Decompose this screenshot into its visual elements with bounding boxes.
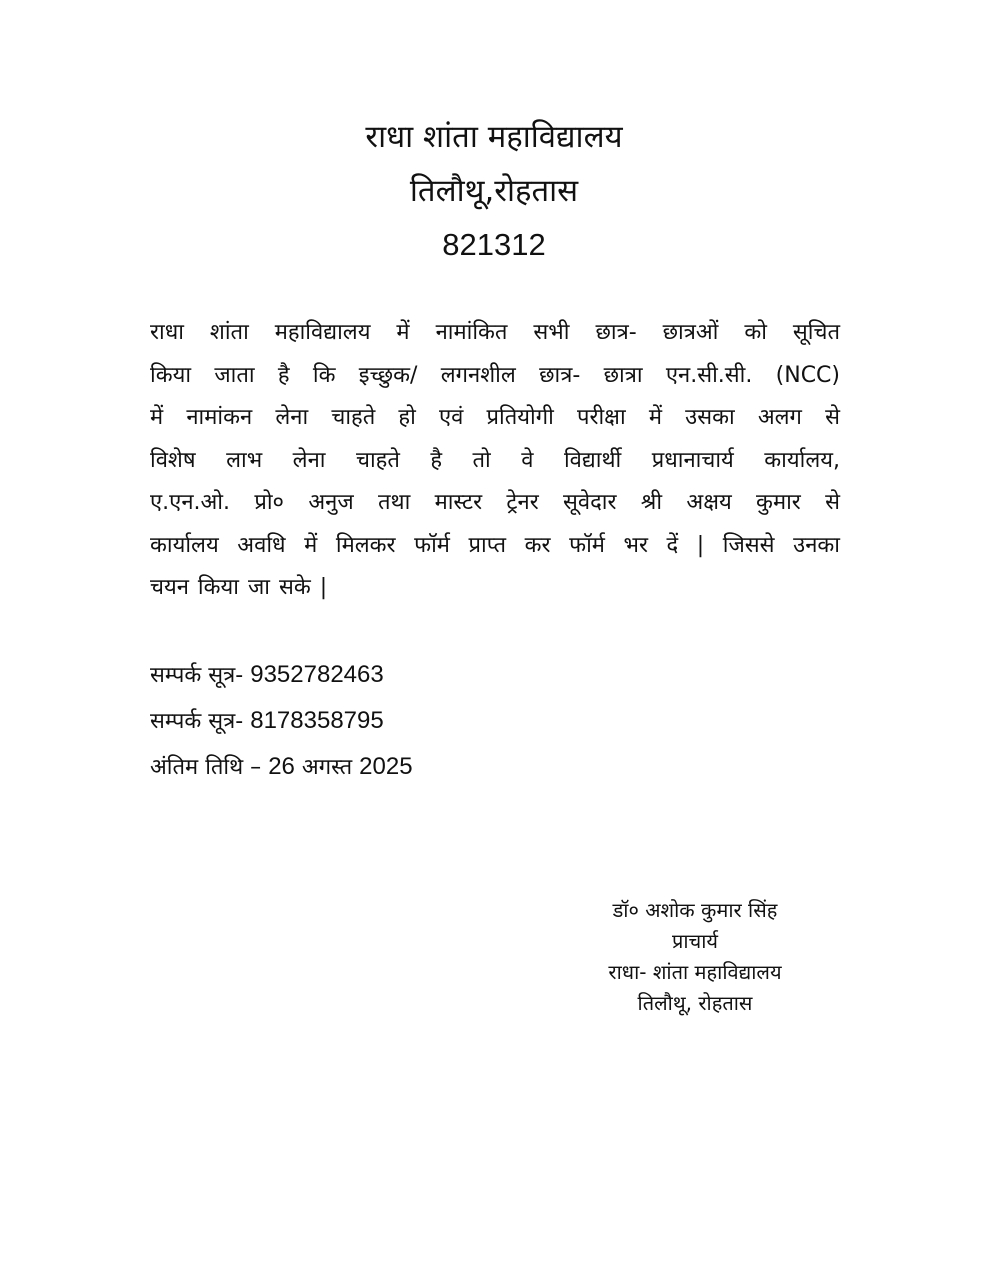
notice-line: चयन किया जा सके | (150, 575, 328, 600)
deadline-label: अंतिम तिथि – (150, 755, 269, 780)
signatory-name: डॉ० अशोक कुमार सिंह (612, 898, 778, 922)
college-location: तिलौथू,रोहतास (409, 173, 579, 209)
signature-block (540, 895, 850, 1019)
notice-line: विशेष लाभ लेना चाहते है तो वे विद्यार्थी प्रधानाचार्य कार्यालय, (150, 447, 840, 473)
contact-label: सम्पर्क सूत्र- (150, 663, 251, 688)
notice-body (150, 312, 840, 610)
deadline-line (150, 744, 413, 790)
notice-line: किया जाता है कि इच्छुक/ लगनशील छात्र- छात्रा एन.सी.सी. (NCC) (150, 362, 840, 388)
notice-line: कार्यालय अवधि में मिलकर फॉर्म प्राप्त कर फॉर्म भर दें | जिससे उनका (150, 532, 840, 558)
pincode: 821312 (442, 227, 546, 262)
signatory-institution: राधा- शांता महाविद्यालय (608, 960, 782, 984)
contact-label: सम्पर्क सूत्र- (150, 709, 251, 734)
deadline-month: अगस्त (294, 755, 360, 780)
signatory-designation: प्राचार्य (671, 929, 719, 953)
contact-info (150, 652, 413, 790)
signatory-place: तिलौथू, रोहतास (637, 991, 753, 1015)
contact-line-2 (150, 698, 413, 744)
deadline-year: 2025 (359, 753, 413, 780)
deadline-day: 26 (268, 753, 295, 780)
contact-number: 8178358795 (250, 707, 384, 734)
contact-line-1 (150, 652, 413, 698)
letterhead (0, 110, 988, 272)
notice-line: ए.एन.ओ. प्रो० अनुज तथा मास्टर ट्रेनर सूवेदार श्री अक्षय कुमार से (150, 490, 840, 515)
notice-line: में नामांकन लेना चाहते हो एवं प्रतियोगी परीक्षा में उसका अलग से (150, 405, 840, 430)
contact-number: 9352782463 (250, 661, 384, 688)
college-name: राधा शांता महाविद्यालय (365, 119, 623, 155)
notice-line: राधा शांता महाविद्यालय में नामांकित सभी छात्र- छात्रओं को सूचित (150, 320, 840, 345)
